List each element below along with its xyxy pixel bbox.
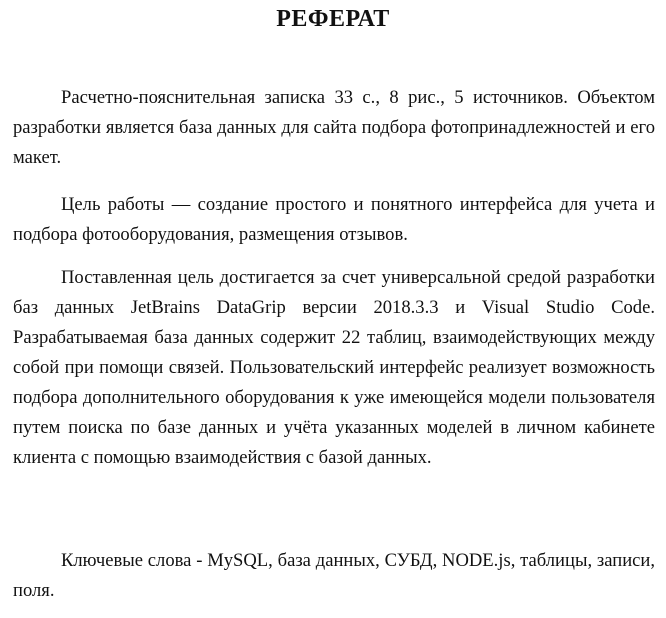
page-title: РЕФЕРАТ [276,6,390,32]
paragraph-keywords: Ключевые слова - MySQL, база данных, СУБД, NODE.js, таблицы, записи, поля. [13,550,655,601]
paragraph-goal: Цель работы — создание простого и понятного интерфейса для учета и подбора фотооборудования, размещения отзывов. [13,194,655,245]
paragraph-summary: Расчетно-пояснительная записка 33 с., 8 рис., 5 источников. Объектом разработки является база данных для сайта подбора фотопринадлежностей и его макет. [13,87,655,168]
paragraph-method: Поставленная цель достигается за счет универсальной средой разработки баз данных JetBrains DataGrip версии 2018.3.3 и Visual Studio Code. Разрабатываемая база данных содержит 22 таблиц, взаимодействующих между собой при помощи связей. Пользовательский интерфейс реализует возможность подбора дополнительного оборудования к уже имеющейся модели пользователя путем поиска по базе данных и учёта указанных моделей в личном кабинете клиента с помощью взаимодействия с базой данных. [13,267,655,468]
